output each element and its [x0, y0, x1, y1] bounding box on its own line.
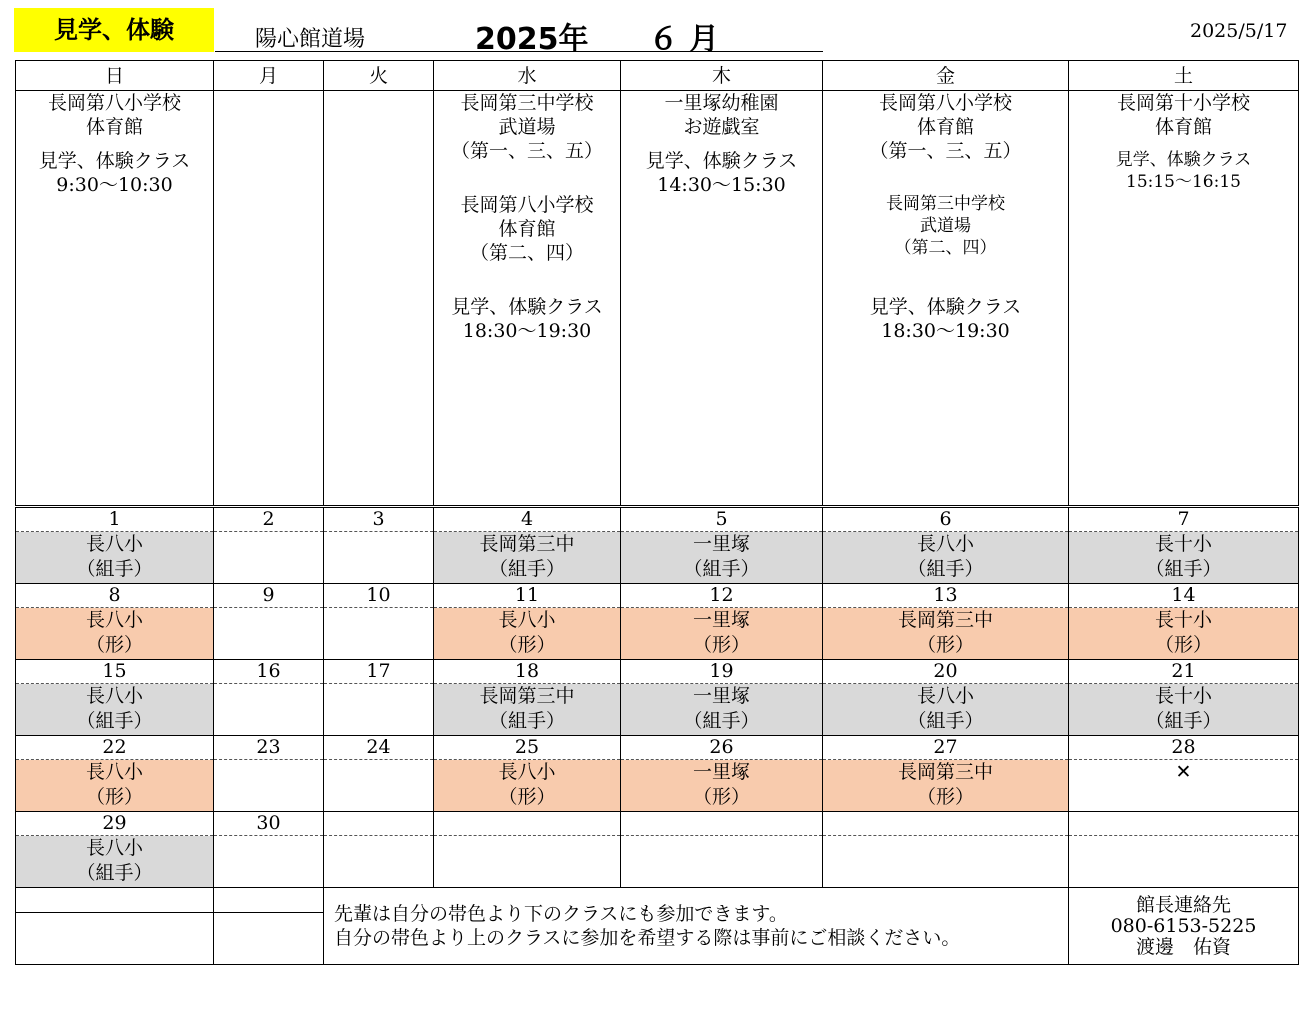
class-venue: 一里塚: [692, 761, 750, 783]
day-number-thu: 12: [621, 584, 823, 608]
dojo-name: 陽心館道場: [255, 27, 366, 52]
class-venue: 長八小: [85, 685, 143, 707]
footer-note: [324, 888, 1069, 965]
day-number-mon: 30: [214, 812, 324, 836]
weekday-wed: 水: [434, 61, 621, 91]
day-number-tue: 17: [324, 660, 434, 684]
day-number-thu: [621, 812, 823, 836]
day-number-sun: 22: [16, 736, 214, 760]
class-row: [16, 608, 1299, 660]
day-number-thu: 19: [621, 660, 823, 684]
footer-row: [16, 888, 1299, 913]
class-venue: 長十小: [1154, 533, 1212, 555]
day-number-sun: 8: [16, 584, 214, 608]
class-venue: 長岡第三中: [479, 685, 575, 707]
class-type: （組手）: [683, 558, 760, 580]
class-cell: [16, 532, 214, 584]
footer-empty-sun: [16, 888, 214, 913]
class-cell: [621, 532, 823, 584]
page-badge: 見学、体験: [14, 8, 214, 52]
note-line-1: 先輩は自分の帯色より下のクラスにも参加できます。: [334, 903, 788, 925]
empty-day-cell: [324, 684, 434, 736]
weekday-mon: 月: [214, 61, 324, 91]
info-mon: [214, 91, 324, 507]
footer-empty-mon-2: [214, 913, 324, 965]
day-number-sat: 14: [1069, 584, 1299, 608]
contact-title: 館長連絡先: [1135, 893, 1231, 916]
class-cell: [434, 684, 621, 736]
empty-day-cell: [214, 836, 324, 888]
class-venue: 長岡第三中: [479, 533, 575, 555]
empty-day-cell: [621, 836, 823, 888]
day-number-row: [16, 507, 1299, 532]
calendar-table: [15, 60, 1299, 965]
class-type: （組手）: [1145, 710, 1222, 732]
info-sun: 長岡第八小学校 体育館 見学、体験クラス 9:30～10:30: [16, 91, 214, 507]
footer-empty-mon: [214, 888, 324, 913]
day-number-tue: 10: [324, 584, 434, 608]
class-type: （形）: [85, 634, 143, 656]
title-underline: [215, 51, 823, 52]
class-cell: [1069, 532, 1299, 584]
day-number-wed: 4: [434, 507, 621, 532]
day-number-fri: 20: [823, 660, 1069, 684]
class-venue: 長八小: [85, 533, 143, 555]
day-number-mon: 9: [214, 584, 324, 608]
day-number-sun: 15: [16, 660, 214, 684]
weekday-header-row: [16, 61, 1299, 91]
day-number-sun: 1: [16, 507, 214, 532]
day-number-sat: 21: [1069, 660, 1299, 684]
class-venue: 長八小: [916, 533, 974, 555]
empty-day-cell: [214, 532, 324, 584]
empty-day-cell: [214, 760, 324, 812]
empty-day-cell: [214, 684, 324, 736]
class-venue: 長八小: [498, 761, 556, 783]
class-cell: [16, 608, 214, 660]
class-row: [16, 760, 1299, 812]
class-venue: 一里塚: [692, 609, 750, 631]
class-type: （形）: [85, 786, 143, 808]
class-venue: 長十小: [1154, 685, 1212, 707]
class-type: （組手）: [907, 710, 984, 732]
day-number-sat: 28: [1069, 736, 1299, 760]
class-cell: [434, 760, 621, 812]
class-cell: [16, 760, 214, 812]
class-cell: [823, 532, 1069, 584]
day-number-wed: [434, 812, 621, 836]
day-number-tue: 3: [324, 507, 434, 532]
year-month-title: 2025年 ６ 月: [475, 22, 719, 57]
class-type: （組手）: [76, 710, 153, 732]
day-number-row: [16, 660, 1299, 684]
day-number-wed: 11: [434, 584, 621, 608]
empty-day-cell: [434, 836, 621, 888]
day-number-mon: 2: [214, 507, 324, 532]
info-tue: [324, 91, 434, 507]
class-venue: 長八小: [85, 609, 143, 631]
empty-day-cell: [1069, 836, 1299, 888]
class-cell: [823, 760, 1069, 812]
day-number-fri: 27: [823, 736, 1069, 760]
day-number-wed: 18: [434, 660, 621, 684]
weekday-sat: 土: [1069, 61, 1299, 91]
note-line-2: 自分の帯色より上のクラスに参加を希望する際は事前にご相談ください。: [334, 927, 961, 949]
class-cell: [621, 684, 823, 736]
class-row: [16, 836, 1299, 888]
day-number-fri: 6: [823, 507, 1069, 532]
empty-day-cell: [823, 836, 1069, 888]
class-cell: [1069, 684, 1299, 736]
day-number-mon: 16: [214, 660, 324, 684]
class-venue: 長八小: [916, 685, 974, 707]
class-cell: [621, 608, 823, 660]
day-number-row: [16, 736, 1299, 760]
venue-info-row: [16, 91, 1299, 507]
class-cell: [823, 684, 1069, 736]
empty-day-cell: [214, 608, 324, 660]
day-number-row: [16, 584, 1299, 608]
class-venue: 長十小: [1154, 609, 1212, 631]
day-number-thu: 5: [621, 507, 823, 532]
class-type: （組手）: [76, 558, 153, 580]
footer-empty-sun-2: [16, 913, 214, 965]
info-fri: 長岡第八小学校 体育館 （第一、三、五） 長岡第三中学校 武道場 （第二、四） 見学、体験クラス 18:30～19:30: [823, 91, 1069, 507]
class-type: （形）: [916, 786, 974, 808]
class-cell: [621, 760, 823, 812]
day-number-sun: 29: [16, 812, 214, 836]
day-number-fri: 13: [823, 584, 1069, 608]
class-type: （形）: [1154, 634, 1212, 656]
contact-info: [1069, 888, 1299, 965]
empty-day-cell: [324, 532, 434, 584]
empty-day-cell: [324, 608, 434, 660]
class-type: （形）: [498, 786, 556, 808]
day-number-sat: 7: [1069, 507, 1299, 532]
weekday-fri: 金: [823, 61, 1069, 91]
empty-day-cell: [324, 836, 434, 888]
class-cell: [823, 608, 1069, 660]
class-row: [16, 684, 1299, 736]
issue-date: 2025/5/17: [1190, 20, 1288, 42]
class-cell: [16, 684, 214, 736]
day-number-fri: [823, 812, 1069, 836]
class-type: （形）: [692, 634, 750, 656]
weekday-sun: 日: [16, 61, 214, 91]
class-row: [16, 532, 1299, 584]
class-venue: 一里塚: [692, 533, 750, 555]
day-number-wed: 25: [434, 736, 621, 760]
weekday-tue: 火: [324, 61, 434, 91]
class-type: （組手）: [907, 558, 984, 580]
class-type: （組手）: [683, 710, 760, 732]
day-number-thu: 26: [621, 736, 823, 760]
day-number-tue: [324, 812, 434, 836]
info-thu: 一里塚幼稚園 お遊戯室 見学、体験クラス 14:30～15:30: [621, 91, 823, 507]
class-venue: 長八小: [498, 609, 556, 631]
class-cell: [1069, 608, 1299, 660]
class-type: （組手）: [488, 558, 565, 580]
contact-phone: 080-6153-5225: [1110, 914, 1257, 937]
day-number-row: [16, 812, 1299, 836]
class-venue: 長八小: [85, 761, 143, 783]
class-venue: 長岡第三中: [897, 761, 993, 783]
class-type: （形）: [692, 786, 750, 808]
day-number-sat: [1069, 812, 1299, 836]
class-cell: [434, 532, 621, 584]
contact-name: 渡邊 佑資: [1135, 935, 1231, 958]
day-number-tue: 24: [324, 736, 434, 760]
class-type: （形）: [498, 634, 556, 656]
closed-day-cross: ✕: [1069, 760, 1299, 812]
class-type: （形）: [916, 634, 974, 656]
day-number-mon: 23: [214, 736, 324, 760]
class-type: （組手）: [488, 710, 565, 732]
empty-day-cell: [324, 760, 434, 812]
class-cell: [16, 836, 214, 888]
weekday-thu: 木: [621, 61, 823, 91]
class-cell: [434, 608, 621, 660]
class-venue: 長八小: [85, 837, 143, 859]
class-venue: 長岡第三中: [897, 609, 993, 631]
class-type: （組手）: [1145, 558, 1222, 580]
info-sat: 長岡第十小学校 体育館 見学、体験クラス 15:15～16:15: [1069, 91, 1299, 507]
class-type: （組手）: [76, 862, 153, 884]
info-wed: 長岡第三中学校 武道場 （第一、三、五） 長岡第八小学校 体育館 （第二、四） 見学、体験クラス 18:30～19:30: [434, 91, 621, 507]
class-venue: 一里塚: [692, 685, 750, 707]
